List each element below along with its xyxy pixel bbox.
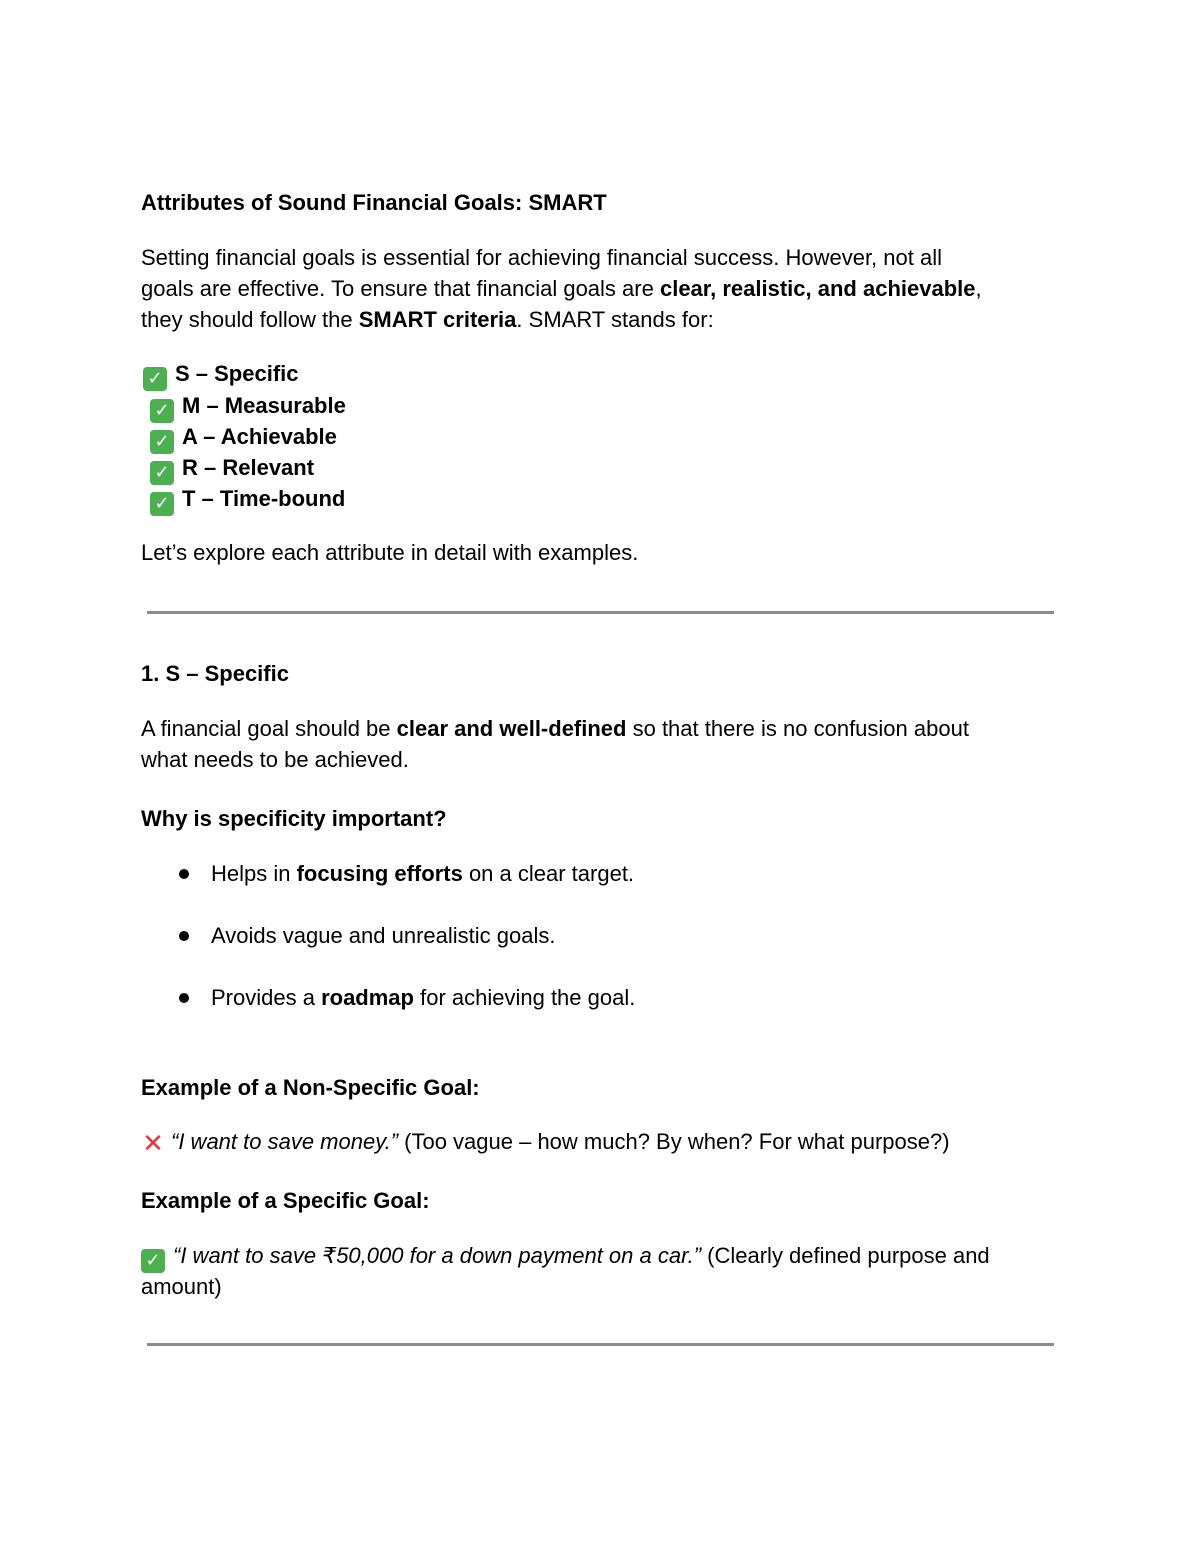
intro-text: . SMART stands for:: [516, 307, 714, 332]
bullet-emphasis: focusing efforts: [296, 861, 463, 886]
example-quote: “I want to save money.”: [171, 1129, 399, 1154]
intro-emphasis: SMART criteria: [358, 307, 517, 332]
section-heading: 1. S – Specific: [141, 661, 289, 686]
check-mark-icon: ✓: [150, 399, 174, 423]
list-item: [211, 858, 634, 889]
smart-item-label: S – Specific: [175, 361, 299, 386]
bullet-text: for achieving the goal.: [413, 985, 636, 1010]
intro-line-1: [141, 242, 942, 273]
section-desc-line-2: what needs to be achieved.: [141, 747, 409, 772]
smart-item-label: T – Time-bound: [182, 486, 346, 511]
desc-text: A financial goal should be: [141, 716, 397, 741]
bullet-text: Helps in: [211, 861, 297, 886]
nonspecific-heading: Example of a Non-Specific Goal:: [141, 1075, 480, 1100]
rupee-symbol: ₹: [322, 1244, 337, 1269]
bullet-text: Provides a: [211, 985, 322, 1010]
specific-example-line-1: [141, 1240, 990, 1273]
smart-item-r: [150, 452, 314, 485]
intro-text: Setting financial goals is essential for achieving financial success. However, not all: [141, 245, 942, 270]
page-title: Attributes of Sound Financial Goals: SMART: [141, 190, 607, 215]
intro-text: ,: [975, 276, 982, 301]
example-note: (Too vague – how much? By when? For what purpose?): [398, 1129, 950, 1154]
section-desc-line-1: [141, 713, 969, 744]
intro-line-3: [141, 304, 714, 335]
check-mark-icon: ✓: [150, 430, 174, 454]
smart-item-label: R – Relevant: [182, 455, 315, 480]
check-mark-icon: ✓: [150, 492, 174, 516]
explore-text: Let’s explore each attribute in detail with examples.: [141, 540, 639, 565]
desc-emphasis: clear and well-defined: [396, 716, 627, 741]
bullet-icon: [179, 931, 189, 941]
horizontal-divider: [147, 611, 1054, 614]
specific-example-line-2: amount): [141, 1274, 222, 1299]
example-note: (Clearly defined purpose and: [701, 1243, 990, 1268]
bullet-text: Avoids vague and unrealistic goals.: [211, 923, 556, 948]
intro-text: goals are effective. To ensure that financial goals are: [141, 276, 660, 301]
why-heading: Why is specificity important?: [141, 806, 447, 831]
specific-heading: Example of a Specific Goal:: [141, 1188, 430, 1213]
desc-text: so that there is no confusion about: [626, 716, 969, 741]
check-mark-icon: ✓: [150, 461, 174, 485]
smart-item-t: [150, 483, 345, 516]
bullet-icon: [179, 869, 189, 879]
smart-item-label: M – Measurable: [182, 393, 346, 418]
check-mark-icon: ✓: [143, 367, 167, 391]
smart-item-s: [143, 358, 299, 391]
intro-text: they should follow the: [141, 307, 359, 332]
cross-mark-icon: ✕: [142, 1129, 164, 1159]
list-item: [211, 920, 555, 951]
intro-emphasis: clear, realistic, and achievable: [659, 276, 976, 301]
nonspecific-example: [141, 1126, 950, 1157]
bullet-emphasis: roadmap: [321, 985, 414, 1010]
smart-item-m: [150, 390, 346, 423]
check-mark-icon: ✓: [141, 1249, 165, 1273]
example-quote: 50,000 for a down payment on a car.”: [336, 1243, 702, 1268]
bullet-text: on a clear target.: [462, 861, 635, 886]
smart-item-a: [150, 421, 337, 454]
example-quote: “I want to save: [173, 1243, 323, 1268]
bullet-icon: [179, 993, 189, 1003]
smart-item-label: A – Achievable: [182, 424, 337, 449]
list-item: [211, 982, 635, 1013]
intro-line-2: [141, 273, 982, 304]
horizontal-divider: [147, 1343, 1054, 1346]
